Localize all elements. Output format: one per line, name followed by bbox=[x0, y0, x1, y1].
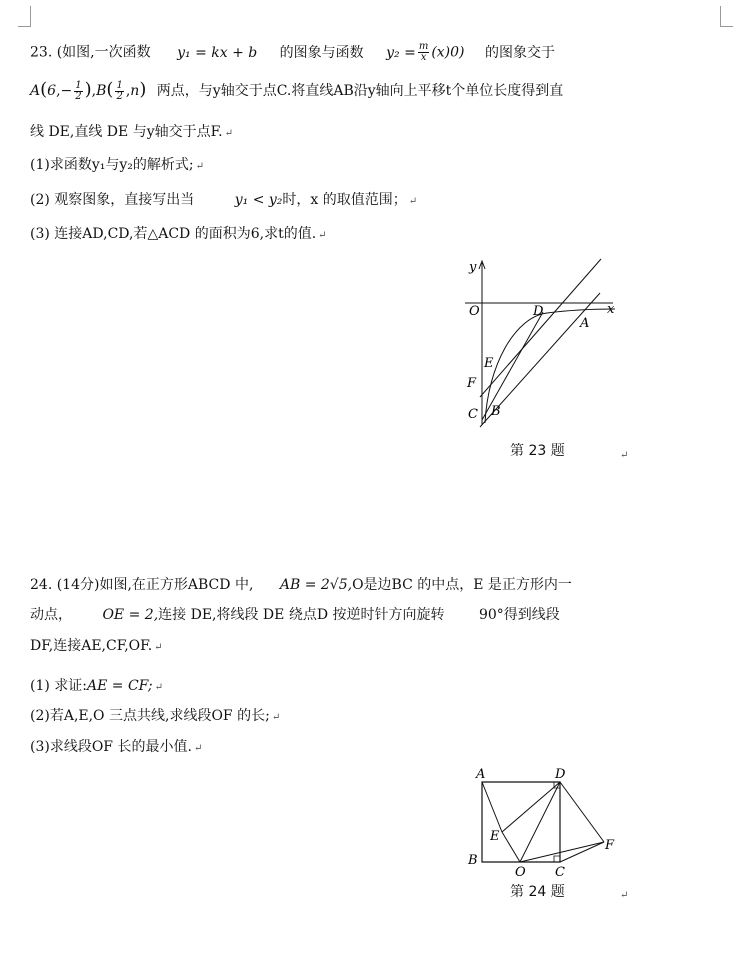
q23-line2-text: 两点，与y轴交于点C.将直线AB沿y轴向上平移t个单位长度得到直 bbox=[156, 83, 564, 99]
q24-label-a: A bbox=[476, 767, 486, 782]
q23-line3 bbox=[30, 122, 233, 144]
q24-part3-text: (3)求线段OF 长的最小值. bbox=[30, 739, 192, 755]
q23-part2-suffix: 时，x 的取值范围； bbox=[282, 192, 407, 208]
q23-part3-text: (3) 连接AD,CD,若△ACD 的面积为6,求t的值. bbox=[30, 226, 317, 242]
q24-segment-df bbox=[560, 782, 604, 842]
q23-part3 bbox=[30, 224, 327, 246]
q24-part1-math: AE = CF; bbox=[87, 678, 153, 694]
paragraph-mark: ↵ bbox=[620, 890, 629, 901]
q24-line2-prefix: 动点， bbox=[30, 607, 72, 623]
page-corner-mark-left bbox=[18, 6, 31, 27]
q23-label-e: E bbox=[484, 356, 494, 371]
q23-hyperbola bbox=[485, 309, 615, 423]
q24-line1-suffix: O是边BC 的中点，E 是正方形内一 bbox=[352, 577, 572, 593]
q24-line2-angle: 90° bbox=[478, 607, 504, 623]
q23-part2-prefix: (2) 观察图象，直接写出当 bbox=[30, 192, 195, 208]
q24-segment-of bbox=[520, 842, 604, 862]
q24-line3 bbox=[30, 636, 163, 658]
q24-caption: 第 24 题 bbox=[510, 884, 565, 900]
q24-label-b: B bbox=[468, 853, 478, 868]
q24-line1 bbox=[30, 575, 572, 595]
q24-label-d: D bbox=[555, 767, 566, 782]
q24-segment-oe bbox=[502, 832, 520, 862]
q23-label-o: O bbox=[469, 304, 480, 319]
q23-intro: 23. (如图,一次函数 bbox=[30, 44, 151, 61]
q23-figure bbox=[455, 255, 630, 435]
q24-segment-ae bbox=[482, 782, 502, 832]
q23-func2-cond: (x)0) bbox=[431, 44, 465, 61]
q23-label-a: A bbox=[580, 316, 590, 331]
q23-func2-fraction: $\frac{m}{x}$ bbox=[418, 41, 429, 63]
q23-line1-suffix: 的图象交于 bbox=[484, 44, 555, 61]
q24-label-c: C bbox=[555, 865, 565, 880]
q24-line1-math: AB = 2√5, bbox=[279, 577, 353, 593]
paragraph-mark: ↵ bbox=[154, 642, 163, 653]
q23-label-x: x bbox=[607, 302, 615, 317]
q23-part1-text: (1)求函数y₁与y₂的解析式; bbox=[30, 157, 194, 173]
q23-label-y: y bbox=[469, 260, 477, 275]
q24-part1 bbox=[30, 676, 163, 698]
q24-part1-prefix: (1) 求证: bbox=[30, 678, 87, 694]
q24-part3 bbox=[30, 737, 202, 759]
q23-part2-math: y₁ < y₂ bbox=[234, 192, 283, 208]
q23-caption: 第 23 题 bbox=[510, 443, 565, 459]
paragraph-mark: ↵ bbox=[195, 161, 204, 172]
q24-line3-text: DF,连接AE,CF,OF. bbox=[30, 638, 153, 654]
q24-part2-text: (2)若A,E,O 三点共线,求线段OF 的长; bbox=[30, 708, 270, 724]
q24-line2-suffix: 得到线段 bbox=[503, 607, 560, 623]
paragraph-mark: ↵ bbox=[154, 682, 163, 693]
paragraph-mark: ↵ bbox=[408, 196, 418, 207]
q24-segment-de bbox=[502, 782, 560, 832]
q23-line1 bbox=[30, 42, 555, 63]
q23-func2-lhs: y₂ = bbox=[386, 44, 416, 61]
q23-point-a-y: $\frac{1}{2}$ bbox=[75, 79, 82, 102]
q23-part2 bbox=[30, 190, 417, 212]
q24-label-o: O bbox=[515, 865, 526, 880]
page-corner-mark-right bbox=[720, 6, 733, 27]
q24-segment-od bbox=[520, 782, 560, 862]
q24-line2-math: OE = 2, bbox=[102, 607, 159, 623]
q23-line1-mid: 的图象与函数 bbox=[279, 44, 364, 61]
q24-line2 bbox=[30, 605, 560, 625]
q23-label-c: C bbox=[468, 407, 478, 422]
q23-func1: y₁ = kx + b bbox=[177, 44, 258, 61]
q24-label-e: E bbox=[490, 829, 500, 844]
q23-line3-text: 线 DE,直线 DE 与y轴交于点F. bbox=[30, 124, 223, 140]
q24-part2 bbox=[30, 706, 280, 728]
q23-line2: A(6,− $\frac{1}{2}$ ),B( $\frac{1}{2}$ ,n) 两点，与y轴交于点C.将直线AB沿y轴向上平移t个单位长度得到直 bbox=[30, 79, 564, 102]
q23-point-b-y: n bbox=[130, 83, 140, 99]
q23-label-b: B bbox=[491, 404, 501, 419]
q23-point-a-x: 6 bbox=[47, 83, 57, 99]
paragraph-mark: ↵ bbox=[224, 128, 233, 139]
q23-point-a-label: A bbox=[30, 83, 41, 99]
q24-figure bbox=[462, 762, 622, 882]
q24-segment-cf bbox=[560, 842, 604, 862]
q23-point-b-x: $\frac{1}{2}$ bbox=[116, 79, 123, 102]
q24-square bbox=[482, 782, 560, 862]
q24-label-f: F bbox=[605, 838, 615, 853]
paragraph-mark: ↵ bbox=[620, 450, 629, 461]
q23-point-b-label: B bbox=[96, 83, 107, 99]
q24-line1-prefix: 24. (14分)如图,在正方形ABCD 中, bbox=[30, 577, 254, 593]
q24-line2-mid: 连接 DE,将线段 DE 绕点D 按逆时针方向旋转 bbox=[158, 607, 445, 623]
q24-right-angle-c bbox=[554, 856, 560, 862]
q23-part1 bbox=[30, 155, 204, 177]
q23-label-d: D bbox=[533, 304, 544, 319]
paragraph-mark: ↵ bbox=[193, 743, 203, 754]
paragraph-mark: ↵ bbox=[271, 712, 281, 723]
q23-label-f: F bbox=[467, 376, 477, 391]
paragraph-mark: ↵ bbox=[318, 230, 327, 241]
